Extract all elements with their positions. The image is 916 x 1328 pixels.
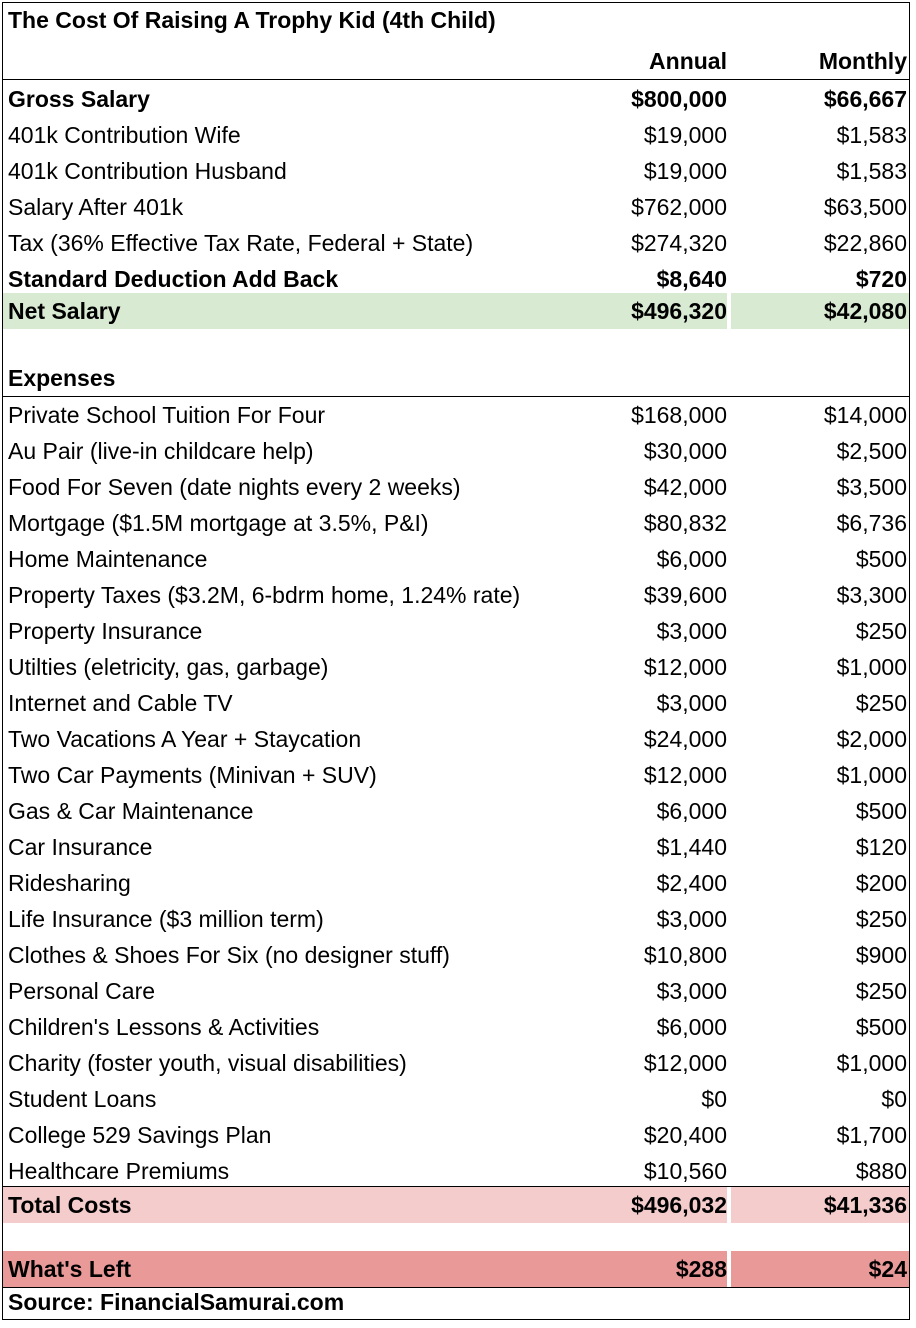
annual-value: $3,000 <box>656 978 727 1004</box>
annual-value: $800,000 <box>631 86 727 112</box>
monthly-value: $1,000 <box>836 1050 907 1076</box>
row-label: Tax (36% Effective Tax Rate, Federal + State) <box>8 230 474 256</box>
expense-row <box>3 505 909 541</box>
expense-row <box>3 397 909 433</box>
expense-row <box>3 1153 909 1189</box>
annual-value: $12,000 <box>643 1050 727 1076</box>
annual-value: $168,000 <box>631 402 727 428</box>
annual-value: $3,000 <box>656 906 727 932</box>
monthly-value: $880 <box>855 1158 907 1184</box>
row-label: Healthcare Premiums <box>8 1158 230 1184</box>
expense-row <box>3 973 909 1009</box>
column-gap <box>727 1251 731 1287</box>
annual-value: $3,000 <box>656 618 727 644</box>
monthly-value: $1,700 <box>836 1122 907 1148</box>
expense-row <box>3 793 909 829</box>
expense-row <box>3 469 909 505</box>
row-label: Clothes & Shoes For Six (no designer stuff) <box>8 942 450 968</box>
column-gap <box>727 293 731 329</box>
tax-row <box>3 225 909 261</box>
monthly-value: $14,000 <box>823 402 907 428</box>
annual-value: $80,832 <box>643 510 727 536</box>
monthly-value: $500 <box>855 546 907 572</box>
expense-row <box>3 433 909 469</box>
monthly-value: $24 <box>868 1256 907 1282</box>
row-label: Utilties (eletricity, gas, garbage) <box>8 654 329 680</box>
monthly-value: $3,300 <box>836 582 907 608</box>
source-row <box>3 1287 909 1318</box>
annual-value: $3,000 <box>656 690 727 716</box>
monthly-value: $0 <box>881 1086 907 1112</box>
annual-value: $288 <box>675 1256 727 1282</box>
row-label: Gas & Car Maintenance <box>8 798 254 824</box>
expense-row <box>3 1009 909 1045</box>
annual-value: $12,000 <box>643 654 727 680</box>
whats-left-row <box>3 1251 909 1288</box>
row-label: Two Vacations A Year + Staycation <box>8 726 362 752</box>
annual-value: $39,600 <box>643 582 727 608</box>
annual-column-header: Annual <box>649 48 727 74</box>
row-label: Personal Care <box>8 978 156 1004</box>
expense-row <box>3 1045 909 1081</box>
expenses-heading: Expenses <box>8 365 116 391</box>
monthly-value: $22,860 <box>823 230 907 256</box>
column-header-row <box>3 43 909 80</box>
annual-value: $1,440 <box>656 834 727 860</box>
table-title: The Cost Of Raising A Trophy Kid (4th Child) <box>8 7 496 33</box>
expense-row <box>3 901 909 937</box>
expense-row <box>3 937 909 973</box>
annual-value: $19,000 <box>643 158 727 184</box>
monthly-value: $6,736 <box>836 510 907 536</box>
row-label: Net Salary <box>8 298 121 324</box>
row-label: Children's Lessons & Activities <box>8 1014 320 1040</box>
monthly-value: $900 <box>855 942 907 968</box>
annual-value: $6,000 <box>656 798 727 824</box>
monthly-value: $250 <box>855 906 907 932</box>
row-label: Food For Seven (date nights every 2 weeks) <box>8 474 461 500</box>
row-label: Salary After 401k <box>8 194 184 220</box>
annual-value: $6,000 <box>656 1014 727 1040</box>
annual-value: $10,800 <box>643 942 727 968</box>
expense-row <box>3 685 909 721</box>
annual-value: $496,032 <box>631 1192 727 1218</box>
annual-value: $496,320 <box>631 298 727 324</box>
annual-value: $42,000 <box>643 474 727 500</box>
expense-row <box>3 649 909 685</box>
annual-value: $762,000 <box>631 194 727 220</box>
monthly-value: $42,080 <box>823 298 907 324</box>
monthly-value: $3,500 <box>836 474 907 500</box>
monthly-value: $1,000 <box>836 762 907 788</box>
cost-table <box>2 2 910 1320</box>
row-label: Private School Tuition For Four <box>8 402 326 428</box>
monthly-value: $720 <box>855 266 907 292</box>
monthly-value: $1,583 <box>836 122 907 148</box>
monthly-column-header: Monthly <box>818 48 907 74</box>
row-label: Home Maintenance <box>8 546 208 572</box>
column-gap <box>727 1187 731 1223</box>
monthly-value: $250 <box>855 690 907 716</box>
row-label: Two Car Payments (Minivan + SUV) <box>8 762 377 788</box>
row-label: Mortgage ($1.5M mortgage at 3.5%, P&I) <box>8 510 429 536</box>
annual-value: $2,400 <box>656 870 727 896</box>
row-label: Car Insurance <box>8 834 153 860</box>
annual-value: $0 <box>701 1086 727 1112</box>
expense-row <box>3 757 909 793</box>
annual-value: $274,320 <box>631 230 727 256</box>
row-label: Total Costs <box>8 1192 132 1218</box>
row-label: Gross Salary <box>8 86 150 112</box>
expense-row <box>3 541 909 577</box>
row-label: Life Insurance ($3 million term) <box>8 906 324 932</box>
salary-after-401k-row <box>3 189 909 225</box>
total-costs-row <box>3 1186 909 1223</box>
gross-salary-row <box>3 81 909 117</box>
row-label: Charity (foster youth, visual disabilities) <box>8 1050 407 1076</box>
monthly-value: $2,500 <box>836 438 907 464</box>
annual-value: $19,000 <box>643 122 727 148</box>
monthly-value: $66,667 <box>823 86 907 112</box>
expense-row <box>3 1117 909 1153</box>
expense-row <box>3 829 909 865</box>
source-credit: Source: FinancialSamurai.com <box>8 1289 345 1315</box>
monthly-value: $250 <box>855 618 907 644</box>
monthly-value: $250 <box>855 978 907 1004</box>
row-label: Au Pair (live-in childcare help) <box>8 438 314 464</box>
monthly-value: $1,583 <box>836 158 907 184</box>
annual-value: $8,640 <box>656 266 727 292</box>
row-label: Property Insurance <box>8 618 203 644</box>
annual-value: $30,000 <box>643 438 727 464</box>
monthly-value: $200 <box>855 870 907 896</box>
annual-value: $20,400 <box>643 1122 727 1148</box>
row-label: Ridesharing <box>8 870 131 896</box>
row-label: Student Loans <box>8 1086 157 1112</box>
expenses-header-row <box>3 360 909 397</box>
monthly-value: $41,336 <box>823 1192 907 1218</box>
expense-row <box>3 577 909 613</box>
net-salary-row <box>3 293 909 329</box>
monthly-value: $500 <box>855 798 907 824</box>
k401-husband-row <box>3 153 909 189</box>
table-title-row <box>3 3 909 37</box>
annual-value: $6,000 <box>656 546 727 572</box>
expense-row <box>3 1081 909 1117</box>
row-label: 401k Contribution Wife <box>8 122 241 148</box>
k401-wife-row <box>3 117 909 153</box>
monthly-value: $63,500 <box>823 194 907 220</box>
expense-row <box>3 865 909 901</box>
row-label: Standard Deduction Add Back <box>8 266 339 292</box>
row-label: Property Taxes ($3.2M, 6-bdrm home, 1.24% rate) <box>8 582 521 608</box>
row-label: Internet and Cable TV <box>8 690 233 716</box>
row-label: 401k Contribution Husband <box>8 158 287 184</box>
expense-row <box>3 613 909 649</box>
annual-value: $24,000 <box>643 726 727 752</box>
row-label: What's Left <box>8 1256 132 1282</box>
monthly-value: $1,000 <box>836 654 907 680</box>
monthly-value: $2,000 <box>836 726 907 752</box>
standard-deduction-row <box>3 261 909 297</box>
monthly-value: $500 <box>855 1014 907 1040</box>
expense-row <box>3 721 909 757</box>
row-label: College 529 Savings Plan <box>8 1122 272 1148</box>
annual-value: $10,560 <box>643 1158 727 1184</box>
monthly-value: $120 <box>855 834 907 860</box>
annual-value: $12,000 <box>643 762 727 788</box>
